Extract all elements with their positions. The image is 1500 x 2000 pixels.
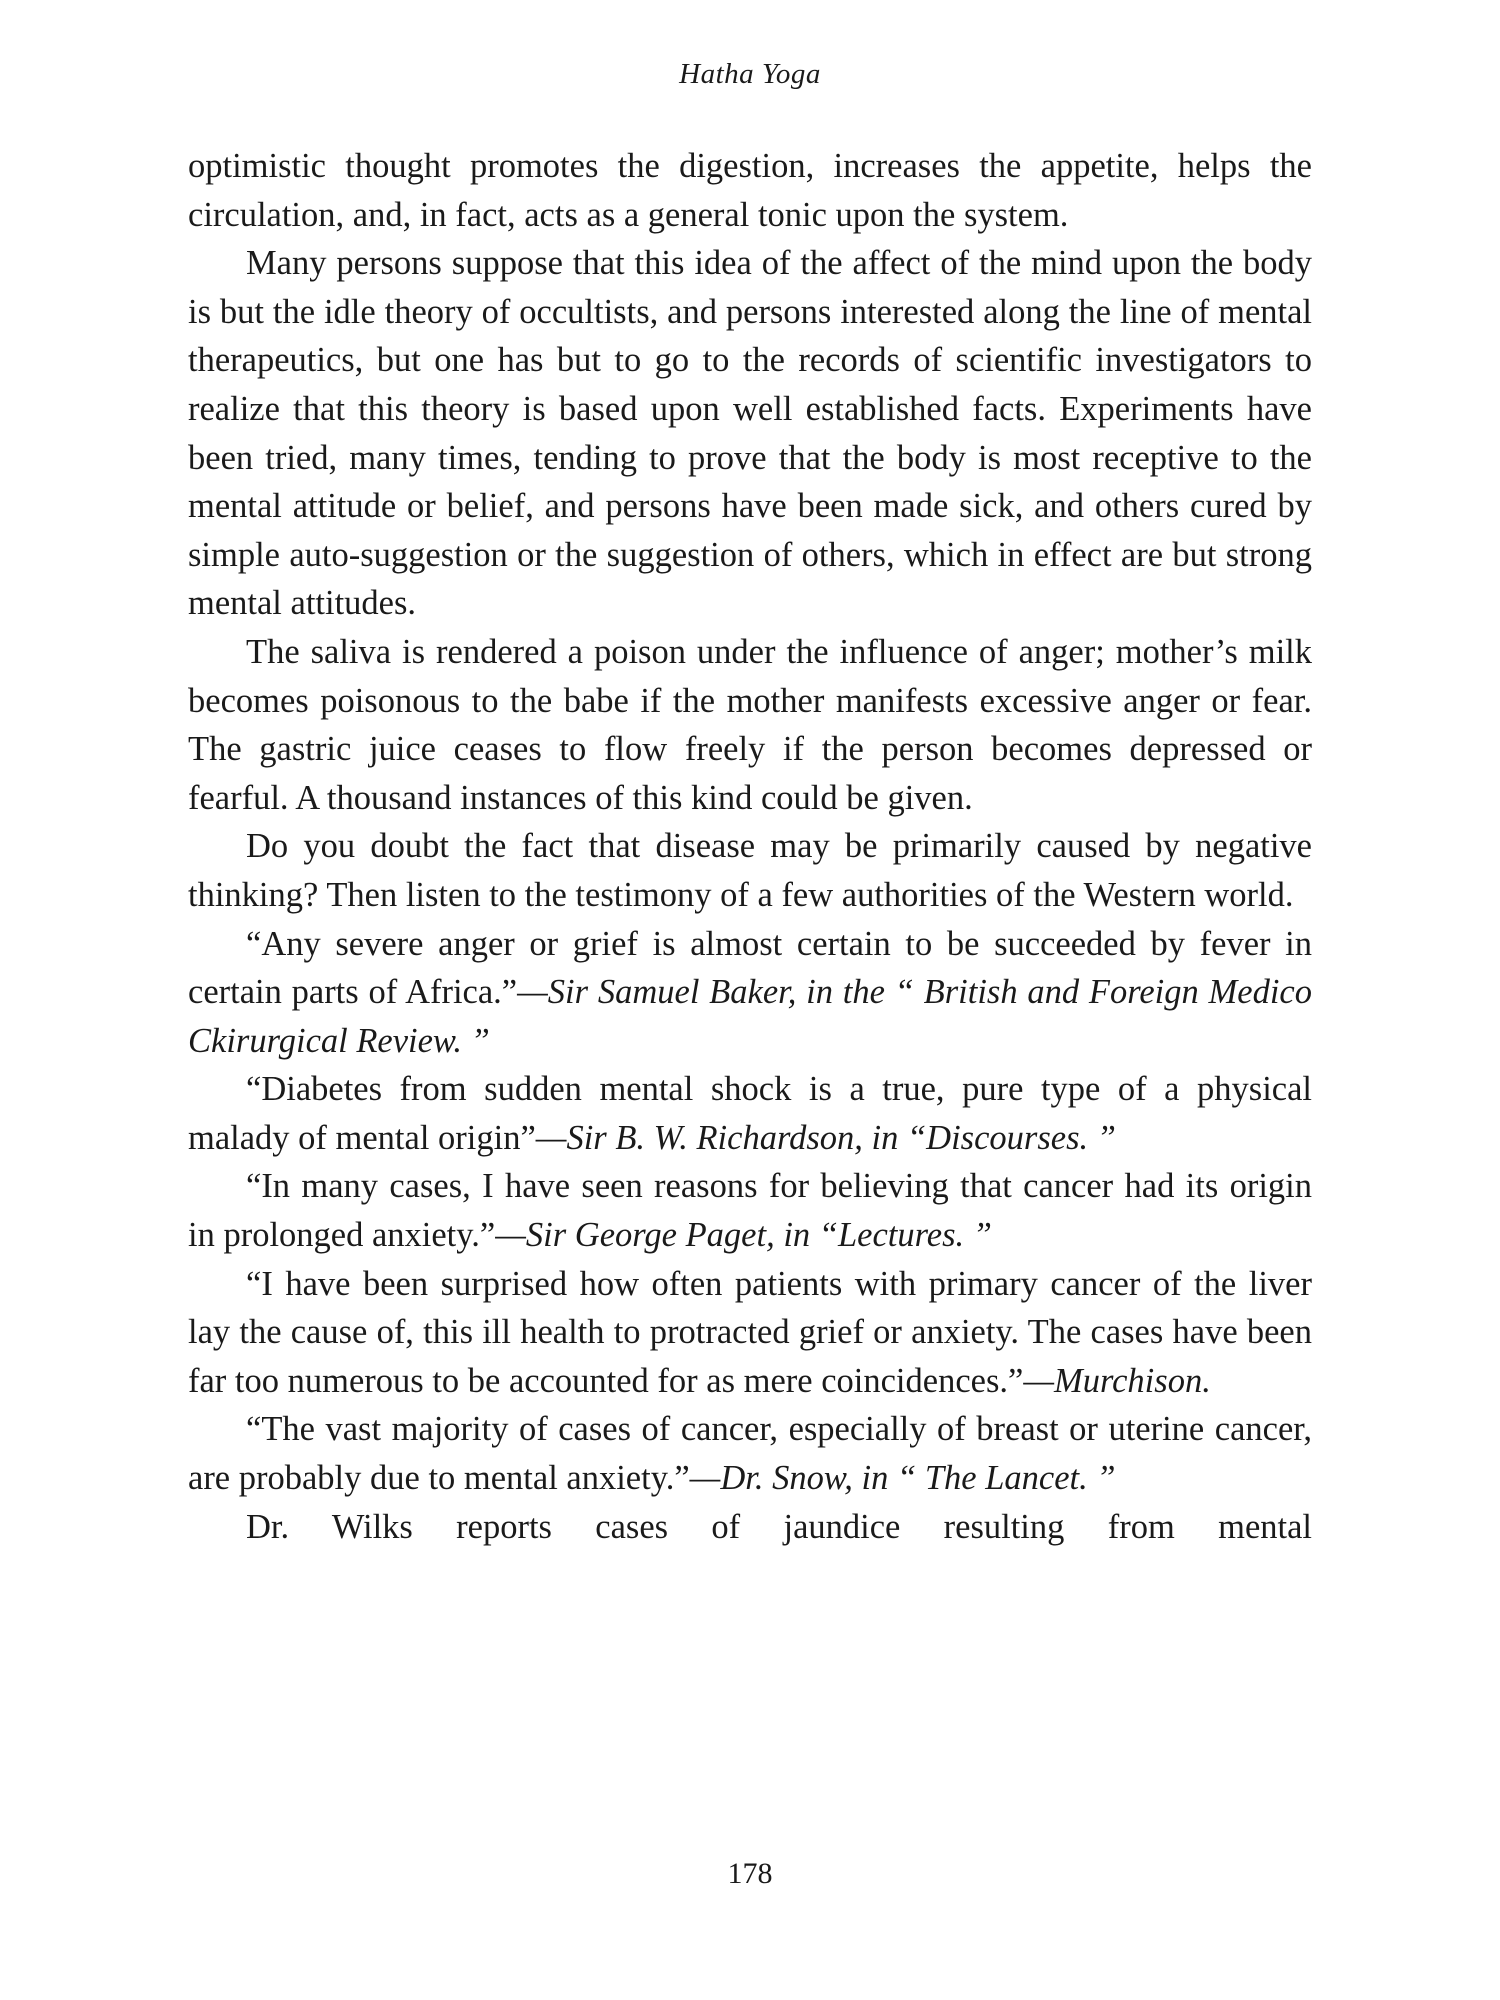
quote-attribution: —Sir B. W. Richardson, in “Discourses. ” (535, 1118, 1116, 1157)
quote-attribution: —Murchison. (1023, 1361, 1211, 1400)
quote-attribution: —Dr. Snow, in “ The Lancet. ” (689, 1459, 1116, 1498)
paragraph-wilks: Dr. Wilks reports cases of jaundice resulting from mental (246, 1507, 1312, 1546)
quote-text: “The vast majority of cases of cancer, especially of breast or uterine cancer, are probably due to mental anxiety.” (188, 1410, 1312, 1498)
paragraph-continued: optimistic thought promotes the digestion, increases the appetite, helps the circulation, and, in fact, acts as a general tonic upon the system. (188, 147, 1312, 234)
quote-attribution: —Sir Samuel Baker, in the “ British and Foreign Medico Ckirurgical Review. ” (188, 973, 1312, 1060)
quote-richardson (188, 1065, 1312, 1162)
paragraph-saliva-poison: The saliva is rendered a poison under the influence of anger; mother’s milk becomes poisonous to the babe if the mother manifests excessive anger or fear. The gastric juice ceases to flow freely if the person becomes depressed or fearful. A thousand instances of this kind could be given. (188, 632, 1312, 817)
paragraph-negative-thinking: Do you doubt the fact that disease may be primarily caused by negative thinking? Then listen to the testimony of a few authorities of the Western world. (188, 827, 1312, 914)
quote-text: “Diabetes from sudden mental shock is a true, pure type of a physical malady of mental origin” (188, 1070, 1312, 1157)
quote-text: “I have been surprised how often patients with primary cancer of the liver lay the cause of, this ill health to protracted grief or anxiety. The cases have been far too numerous to be accounted for as mere coincidences.” (188, 1264, 1312, 1400)
quote-paget (188, 1162, 1312, 1259)
page-number: 178 (727, 1857, 773, 1890)
quote-attribution: —Sir George Paget, in “Lectures. ” (495, 1216, 992, 1255)
quote-text: “Any severe anger or grief is almost certain to be succeeded by fever in certain parts of Africa.” (188, 924, 1312, 1012)
paragraph-mind-body-theory: Many persons suppose that this idea of the affect of the mind upon the body is but the idle theory of occultists, and persons interested along the line of mental therapeutics, but one has but to go to the records of scientific investigators to realize that this theory is based upon well established facts. Experiments have been tried, many times, tending to prove that the body is most receptive to the mental attitude or belief, and persons have been made sick, and others cured by simple auto-suggestion or the suggestion of others, which in effect are but strong mental attitudes. (188, 244, 1312, 623)
quote-snow (188, 1405, 1312, 1502)
quote-text: “In many cases, I have seen reasons for believing that cancer had its origin in prolonged anxiety.” (188, 1167, 1312, 1255)
running-title: Hatha Yoga (679, 58, 821, 90)
quote-baker (188, 920, 1312, 1066)
body-text (188, 142, 1312, 1551)
quote-murchison (188, 1260, 1312, 1406)
